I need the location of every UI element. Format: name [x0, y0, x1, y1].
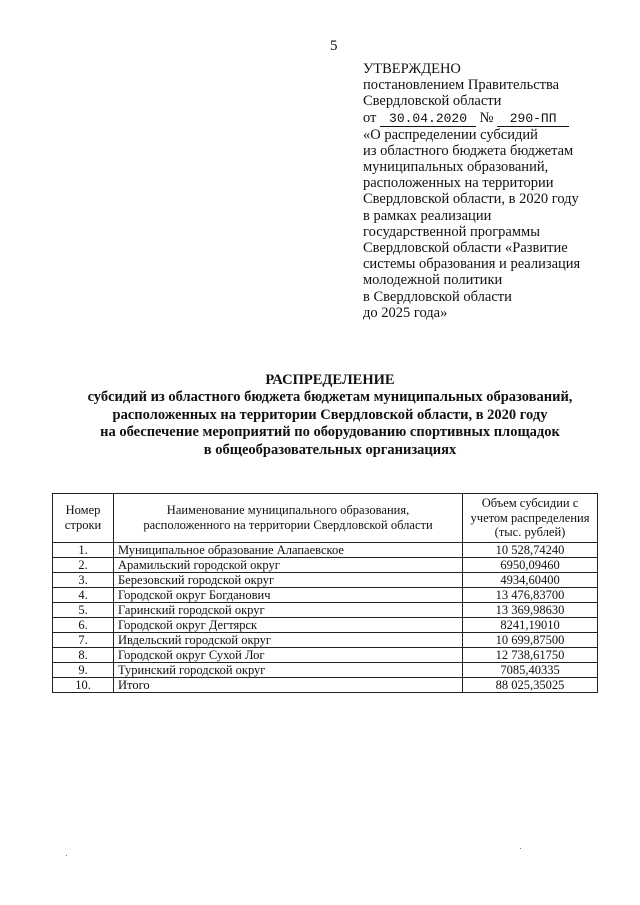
subject-line: государственной программы	[363, 223, 540, 240]
row-number: 4.	[53, 587, 114, 602]
heading-line: расположенных на территории Свердловской области, в 2020 году	[112, 406, 548, 423]
subject-line: муниципальных образований,	[363, 159, 549, 176]
row-amount: 8241,19010	[463, 617, 598, 632]
approval-line-1: постановлением Правительства	[363, 77, 560, 94]
subject-line: в рамках реализации	[363, 207, 492, 224]
table-row	[53, 647, 598, 662]
table-row	[53, 542, 598, 557]
row-number: 2.	[53, 557, 114, 572]
subject-line: Свердловской области «Развитие	[363, 240, 568, 257]
header-number-line: Номер	[65, 503, 101, 518]
subject-line: до 2025 года»	[363, 304, 448, 321]
row-amount: 13 369,98630	[463, 602, 598, 617]
table-row-total	[53, 677, 598, 692]
table-row	[53, 587, 598, 602]
page-number: 5	[330, 38, 338, 54]
row-amount: 13 476,83700	[463, 587, 598, 602]
approval-title: УТВЕРЖДЕНО	[363, 61, 461, 77]
header-number-line: строки	[64, 517, 102, 532]
subject-line: молодежной политики	[363, 272, 503, 289]
row-amount: 10 528,74240	[463, 542, 598, 557]
number-prefix: №	[479, 109, 494, 126]
header-amount-line: (тыс. рублей)	[494, 525, 566, 539]
row-number: 8.	[53, 647, 114, 662]
header-amount-line: учетом распределения	[470, 510, 590, 525]
header-amount-line: Объем субсидии с	[481, 496, 579, 510]
row-name: Муниципальное образование Алапаевское	[114, 542, 463, 557]
row-amount: 4934,60400	[463, 572, 598, 587]
subject-line: системы образования и реализация	[363, 256, 581, 273]
row-name: Березовский городской округ	[114, 572, 463, 587]
row-name: Итого	[114, 677, 463, 692]
row-number: 7.	[53, 632, 114, 647]
row-number: 9.	[53, 662, 114, 677]
table-row	[53, 572, 598, 587]
date-prefix: от	[363, 109, 377, 126]
scan-dot	[520, 848, 521, 849]
subject-line: Свердловской области, в 2020 году	[363, 191, 579, 208]
table-row	[53, 662, 598, 677]
subject-line: расположенных на территории	[363, 175, 554, 192]
header-amount	[463, 494, 598, 543]
table-row	[53, 632, 598, 647]
approval-date-line	[363, 110, 623, 127]
allocation-table	[52, 493, 598, 693]
row-name: Арамильский городской округ	[114, 557, 463, 572]
row-name: Ивдельский городской округ	[114, 632, 463, 647]
approval-line-2: Свердловской области	[363, 93, 502, 110]
subject-line: «О распределении субсидий	[363, 126, 538, 143]
header-name-line: расположенного на территории Свердловской области	[143, 517, 433, 532]
heading-line: в общеобразовательных организациях	[203, 441, 457, 458]
row-number: 1.	[53, 542, 114, 557]
table-row	[53, 602, 598, 617]
row-number: 6.	[53, 617, 114, 632]
document-heading	[40, 372, 620, 459]
row-name: Городской округ Богданович	[114, 587, 463, 602]
table-row	[53, 617, 598, 632]
heading-line: на обеспечение мероприятий по оборудованию спортивных площадок	[100, 424, 560, 441]
row-amount: 10 699,87500	[463, 632, 598, 647]
row-amount: 12 738,61750	[463, 647, 598, 662]
row-number: 3.	[53, 572, 114, 587]
subject-line: из областного бюджета бюджетам	[363, 142, 574, 159]
row-name: Гаринский городской округ	[114, 602, 463, 617]
row-name: Городской округ Дегтярск	[114, 617, 463, 632]
approval-subject	[363, 127, 623, 321]
row-number: 10.	[53, 677, 114, 692]
approval-date: 30.04.2020	[380, 112, 476, 127]
heading-title: РАСПРЕДЕЛЕНИЕ	[265, 372, 395, 388]
header-number	[53, 494, 114, 543]
scan-dot	[66, 855, 67, 856]
row-name: Городской округ Сухой Лог	[114, 647, 463, 662]
table-header-row	[53, 494, 598, 543]
subject-line: в Свердловской области	[363, 288, 512, 305]
row-number: 5.	[53, 602, 114, 617]
header-name	[114, 494, 463, 543]
header-name-line: Наименование муниципального образования,	[166, 503, 410, 518]
row-amount: 7085,40335	[463, 662, 598, 677]
heading-line: субсидий из областного бюджета бюджетам муниципальных образований,	[87, 389, 573, 406]
row-name: Туринский городской округ	[114, 662, 463, 677]
row-amount: 88 025,35025	[463, 677, 598, 692]
approval-stamp	[363, 61, 623, 321]
table-row	[53, 557, 598, 572]
row-amount: 6950,09460	[463, 557, 598, 572]
approval-number: 290-ПП	[497, 112, 569, 127]
